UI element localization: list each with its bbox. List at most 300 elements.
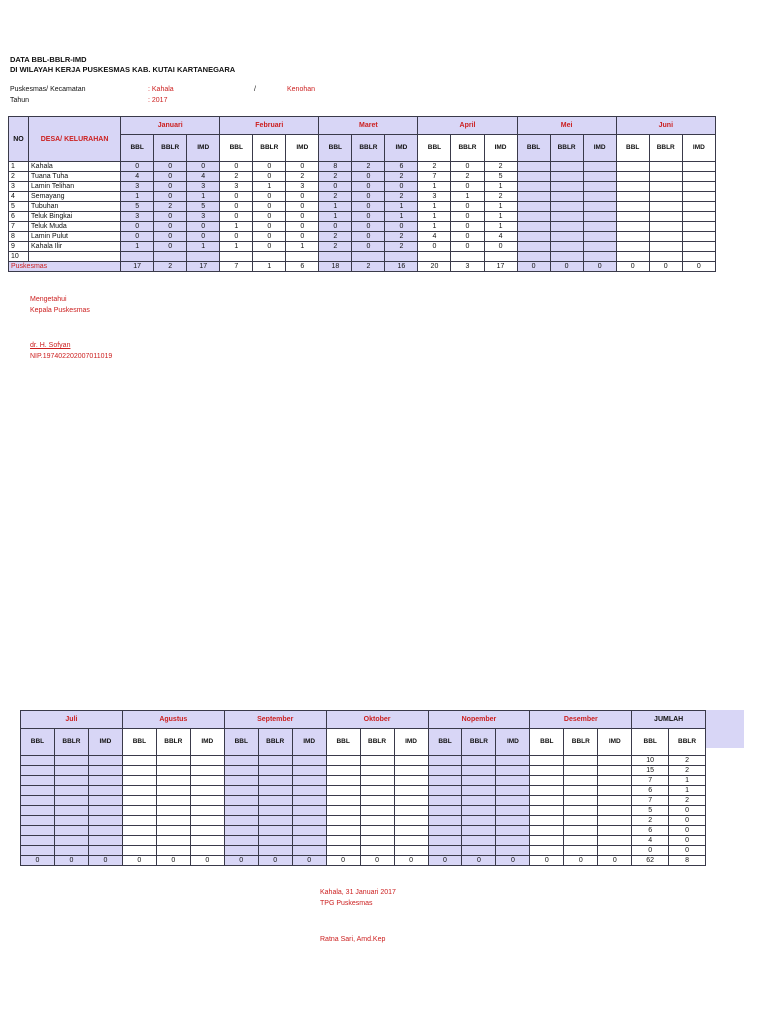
jumlah-bblr: 2 [669, 756, 706, 766]
data-cell [360, 756, 394, 766]
data-cell: 2 [319, 192, 352, 202]
data-cell: 3 [418, 192, 451, 202]
data-cell [292, 766, 326, 776]
subheader-bblr: BBLR [462, 729, 496, 756]
data-cell [564, 766, 598, 776]
subheader-row [21, 729, 706, 756]
table-row [21, 816, 706, 826]
doc-title: DATA BBL-BBLR-IMD [10, 55, 87, 64]
data-cell [88, 816, 122, 826]
data-cell: 0 [220, 192, 253, 202]
data-cell [682, 162, 715, 172]
data-cell: 1 [319, 202, 352, 212]
data-cell [598, 816, 632, 826]
data-cell: 1 [385, 202, 418, 212]
data-cell: 5 [187, 202, 220, 212]
jumlah-bbl: 2 [632, 816, 669, 826]
subheader-bblr: BBLR [352, 135, 385, 162]
data-cell [649, 172, 682, 182]
data-cell [253, 252, 286, 262]
data-cell [224, 846, 258, 856]
subheader-imd: IMD [187, 135, 220, 162]
total-cell: 17 [187, 262, 220, 272]
data-cell [462, 766, 496, 776]
data-cell [564, 796, 598, 806]
data-cell: 0 [253, 242, 286, 252]
data-cell: 1 [418, 222, 451, 232]
data-cell [496, 796, 530, 806]
data-cell [649, 162, 682, 172]
total-cell: 0 [550, 262, 583, 272]
total-cell: 0 [156, 856, 190, 866]
total-cell: 0 [122, 856, 156, 866]
data-cell: 0 [352, 182, 385, 192]
data-cell [616, 172, 649, 182]
data-cell [550, 192, 583, 202]
subheader-bbl: BBL [418, 135, 451, 162]
data-cell [360, 796, 394, 806]
table-row [21, 826, 706, 836]
total-cell: 0 [598, 856, 632, 866]
data-cell: 0 [154, 192, 187, 202]
data-cell [258, 806, 292, 816]
data-cell [564, 776, 598, 786]
data-cell [598, 766, 632, 776]
data-cell [190, 836, 224, 846]
puskesmas-value: : Kahala [148, 86, 174, 93]
total-cell: 0 [428, 856, 462, 866]
data-cell [224, 806, 258, 816]
total-cell: 0 [583, 262, 616, 272]
total-cell: 0 [394, 856, 428, 866]
data-cell [616, 242, 649, 252]
data-cell [428, 826, 462, 836]
data-cell [258, 776, 292, 786]
table-row [9, 202, 716, 212]
data-cell [319, 252, 352, 262]
data-cell [550, 252, 583, 262]
data-cell [394, 846, 428, 856]
data-cell: 0 [286, 222, 319, 232]
data-cell [394, 756, 428, 766]
data-cell [517, 232, 550, 242]
data-cell [682, 192, 715, 202]
data-cell: 1 [451, 192, 484, 202]
data-cell [484, 252, 517, 262]
data-cell: 0 [451, 232, 484, 242]
total-cell: 0 [326, 856, 360, 866]
data-cell [598, 756, 632, 766]
subheader-imd: IMD [394, 729, 428, 756]
data-cell [326, 786, 360, 796]
row-desa: Kahala [29, 162, 121, 172]
data-cell: 3 [121, 212, 154, 222]
data-cell [326, 826, 360, 836]
data-cell [583, 242, 616, 252]
row-desa: Lamin Telihan [29, 182, 121, 192]
total-cell: 20 [418, 262, 451, 272]
data-cell [154, 252, 187, 262]
row-no: 6 [9, 212, 29, 222]
month-header: Februari [220, 117, 319, 135]
data-cell [360, 846, 394, 856]
total-cell: 0 [54, 856, 88, 866]
data-cell [649, 232, 682, 242]
jumlah-header: JUMLAH [632, 711, 706, 729]
data-cell [649, 242, 682, 252]
total-cell: 0 [258, 856, 292, 866]
data-cell [224, 836, 258, 846]
data-cell: 3 [220, 182, 253, 192]
total-cell: 0 [616, 262, 649, 272]
data-cell [156, 776, 190, 786]
puskesmas-label: Puskesmas/ Kecamatan [10, 86, 86, 93]
row-no: 7 [9, 222, 29, 232]
tahun-value: : 2017 [148, 97, 168, 104]
data-cell: 1 [319, 212, 352, 222]
data-cell: 0 [451, 212, 484, 222]
subheader-bblr: BBLR [550, 135, 583, 162]
data-cell: 0 [352, 222, 385, 232]
jumlah-bblr: 0 [669, 816, 706, 826]
total-cell: 0 [292, 856, 326, 866]
subheader-imd: IMD [682, 135, 715, 162]
data-cell: 0 [286, 162, 319, 172]
data-cell: 0 [154, 212, 187, 222]
table-row [9, 252, 716, 262]
data-cell: 0 [121, 222, 154, 232]
subheader-bblr: BBLR [253, 135, 286, 162]
data-cell [224, 786, 258, 796]
subheader-bbl: BBL [319, 135, 352, 162]
data-cell [394, 806, 428, 816]
data-cell: 1 [187, 192, 220, 202]
total-cell: 0 [190, 856, 224, 866]
data-cell: 0 [352, 192, 385, 202]
table-row [21, 796, 706, 806]
data-cell: 0 [352, 202, 385, 212]
data-cell: 2 [418, 162, 451, 172]
data-cell [530, 766, 564, 776]
data-cell: 3 [121, 182, 154, 192]
data-cell: 0 [220, 162, 253, 172]
total-label: Puskesmas [9, 262, 121, 272]
subheader-bblr: BBLR [360, 729, 394, 756]
data-cell: 5 [484, 172, 517, 182]
data-table-jan-jun [8, 116, 716, 272]
data-cell [88, 796, 122, 806]
data-cell [326, 776, 360, 786]
doc-subtitle: DI WILAYAH KERJA PUSKESMAS KAB. KUTAI KARTANEGARA [10, 65, 236, 74]
data-cell [496, 756, 530, 766]
total-cell: 0 [21, 856, 55, 866]
data-cell [292, 826, 326, 836]
data-cell [88, 756, 122, 766]
row-no: 3 [9, 182, 29, 192]
total-cell: 17 [484, 262, 517, 272]
desa-header: DESA/ KELURAHAN [29, 117, 121, 162]
data-cell: 1 [220, 222, 253, 232]
data-cell: 0 [253, 162, 286, 172]
jumlah-bblr: 0 [669, 846, 706, 856]
data-cell [682, 172, 715, 182]
data-cell [530, 756, 564, 766]
data-cell: 0 [286, 202, 319, 212]
data-cell [54, 766, 88, 776]
data-cell [496, 766, 530, 776]
subheader-imd: IMD [598, 729, 632, 756]
table-row [21, 836, 706, 846]
data-cell [462, 786, 496, 796]
data-cell [156, 816, 190, 826]
table-row [21, 786, 706, 796]
data-cell [616, 212, 649, 222]
month-header: April [418, 117, 517, 135]
table-row [9, 182, 716, 192]
data-cell: 1 [484, 182, 517, 192]
jumlah-total-bbl: 62 [632, 856, 669, 866]
data-cell [496, 786, 530, 796]
data-cell [598, 776, 632, 786]
data-cell: 0 [286, 192, 319, 202]
table-row [9, 232, 716, 242]
data-cell [54, 786, 88, 796]
data-cell [258, 836, 292, 846]
data-cell: 0 [451, 162, 484, 172]
data-cell: 1 [121, 242, 154, 252]
jumlah-subheader: BBL [632, 729, 669, 756]
data-cell [583, 162, 616, 172]
data-cell [292, 806, 326, 816]
data-cell [530, 846, 564, 856]
row-desa: Tuana Tuha [29, 172, 121, 182]
subheader-bbl: BBL [517, 135, 550, 162]
data-cell: 4 [187, 172, 220, 182]
data-cell [682, 222, 715, 232]
subheader-bbl: BBL [428, 729, 462, 756]
data-cell [220, 252, 253, 262]
data-cell [360, 766, 394, 776]
data-cell: 0 [154, 222, 187, 232]
data-cell: 2 [286, 172, 319, 182]
jumlah-total-bblr: 8 [669, 856, 706, 866]
data-cell [428, 776, 462, 786]
data-cell [156, 836, 190, 846]
table-row [9, 172, 716, 182]
month-header: Januari [121, 117, 220, 135]
data-cell [156, 826, 190, 836]
data-cell [682, 242, 715, 252]
data-cell: 0 [220, 212, 253, 222]
subheader-imd: IMD [88, 729, 122, 756]
data-cell [530, 796, 564, 806]
total-cell: 7 [220, 262, 253, 272]
data-cell [21, 826, 55, 836]
month-header: Juli [21, 711, 123, 729]
total-cell: 3 [451, 262, 484, 272]
data-cell [88, 776, 122, 786]
data-cell: 2 [385, 192, 418, 202]
month-header: Maret [319, 117, 418, 135]
data-cell: 0 [319, 182, 352, 192]
data-cell [428, 806, 462, 816]
data-cell: 0 [253, 222, 286, 232]
row-desa: Lamin Pulut [29, 232, 121, 242]
data-cell [258, 786, 292, 796]
jumlah-bbl: 15 [632, 766, 669, 776]
data-cell [21, 766, 55, 776]
data-cell: 0 [154, 242, 187, 252]
data-cell [224, 796, 258, 806]
data-cell [462, 846, 496, 856]
total-cell: 0 [517, 262, 550, 272]
data-cell [21, 816, 55, 826]
data-cell [394, 796, 428, 806]
data-cell [360, 826, 394, 836]
data-cell [682, 212, 715, 222]
total-cell: 1 [253, 262, 286, 272]
data-cell: 0 [253, 192, 286, 202]
data-cell [530, 836, 564, 846]
row-desa: Semayang [29, 192, 121, 202]
data-cell [451, 252, 484, 262]
total-cell: 2 [352, 262, 385, 272]
data-cell [88, 806, 122, 816]
data-cell [583, 212, 616, 222]
data-cell: 1 [484, 202, 517, 212]
data-cell [550, 202, 583, 212]
data-cell [462, 836, 496, 846]
data-cell [292, 846, 326, 856]
data-cell [394, 766, 428, 776]
data-cell [21, 846, 55, 856]
data-cell [649, 182, 682, 192]
tahun-label: Tahun [10, 97, 30, 104]
data-cell [394, 836, 428, 846]
data-cell: 0 [352, 212, 385, 222]
data-cell [326, 816, 360, 826]
subheader-imd: IMD [286, 135, 319, 162]
data-cell [517, 172, 550, 182]
data-cell [224, 826, 258, 836]
data-cell: 0 [253, 202, 286, 212]
data-cell [550, 242, 583, 252]
data-cell [583, 172, 616, 182]
sign1-line1: Mengetahui [30, 296, 67, 303]
data-cell: 0 [253, 172, 286, 182]
subheader-imd: IMD [583, 135, 616, 162]
data-cell [564, 786, 598, 796]
jumlah-bbl: 6 [632, 826, 669, 836]
subheader-bblr: BBLR [451, 135, 484, 162]
data-cell [190, 776, 224, 786]
data-cell: 2 [319, 172, 352, 182]
data-cell [21, 836, 55, 846]
total-cell: 18 [319, 262, 352, 272]
data-cell [616, 202, 649, 212]
data-cell [292, 836, 326, 846]
data-cell [258, 846, 292, 856]
total-cell: 0 [649, 262, 682, 272]
data-cell [428, 846, 462, 856]
data-cell [21, 796, 55, 806]
jumlah-bblr: 2 [669, 796, 706, 806]
data-cell [224, 766, 258, 776]
jumlah-bbl: 7 [632, 796, 669, 806]
table-row [21, 806, 706, 816]
data-cell [564, 826, 598, 836]
data-cell [326, 766, 360, 776]
data-cell [190, 786, 224, 796]
table-row [9, 192, 716, 202]
data-cell [517, 202, 550, 212]
data-cell: 4 [121, 172, 154, 182]
row-no: 2 [9, 172, 29, 182]
subheader-bbl: BBL [616, 135, 649, 162]
data-cell: 2 [385, 242, 418, 252]
subheader-imd: IMD [190, 729, 224, 756]
data-cell [564, 816, 598, 826]
data-cell [428, 816, 462, 826]
jumlah-bblr: 1 [669, 776, 706, 786]
data-cell [121, 252, 154, 262]
data-cell [496, 826, 530, 836]
data-cell [616, 222, 649, 232]
data-cell [550, 162, 583, 172]
data-cell [88, 846, 122, 856]
data-cell [326, 796, 360, 806]
subheader-bbl: BBL [326, 729, 360, 756]
data-cell: 0 [154, 182, 187, 192]
data-cell [583, 222, 616, 232]
data-cell [517, 252, 550, 262]
table-row [21, 766, 706, 776]
data-cell [190, 756, 224, 766]
subheader-imd: IMD [484, 135, 517, 162]
subheader-bblr: BBLR [54, 729, 88, 756]
sign2-line1: Kahala, 31 Januari 2017 [320, 889, 396, 896]
kecamatan-value: Kenohan [287, 86, 316, 93]
data-cell [360, 786, 394, 796]
data-cell: 0 [451, 182, 484, 192]
total-cell: 0 [224, 856, 258, 866]
data-cell [190, 766, 224, 776]
data-cell [462, 826, 496, 836]
data-cell [352, 252, 385, 262]
data-cell [496, 846, 530, 856]
data-cell [122, 826, 156, 836]
data-cell [598, 846, 632, 856]
data-cell [496, 776, 530, 786]
total-cell: 2 [154, 262, 187, 272]
data-cell: 1 [484, 222, 517, 232]
row-desa [29, 252, 121, 262]
data-cell: 3 [187, 182, 220, 192]
data-cell [292, 756, 326, 766]
data-cell [462, 756, 496, 766]
data-cell [190, 806, 224, 816]
data-cell [54, 836, 88, 846]
data-cell [394, 786, 428, 796]
data-cell [517, 192, 550, 202]
table-row [9, 222, 716, 232]
month-header: Nopember [428, 711, 530, 729]
data-cell [649, 202, 682, 212]
data-cell: 8 [319, 162, 352, 172]
subheader-bblr: BBLR [258, 729, 292, 756]
jumlah-bblr: 2 [669, 766, 706, 776]
data-cell [530, 816, 564, 826]
